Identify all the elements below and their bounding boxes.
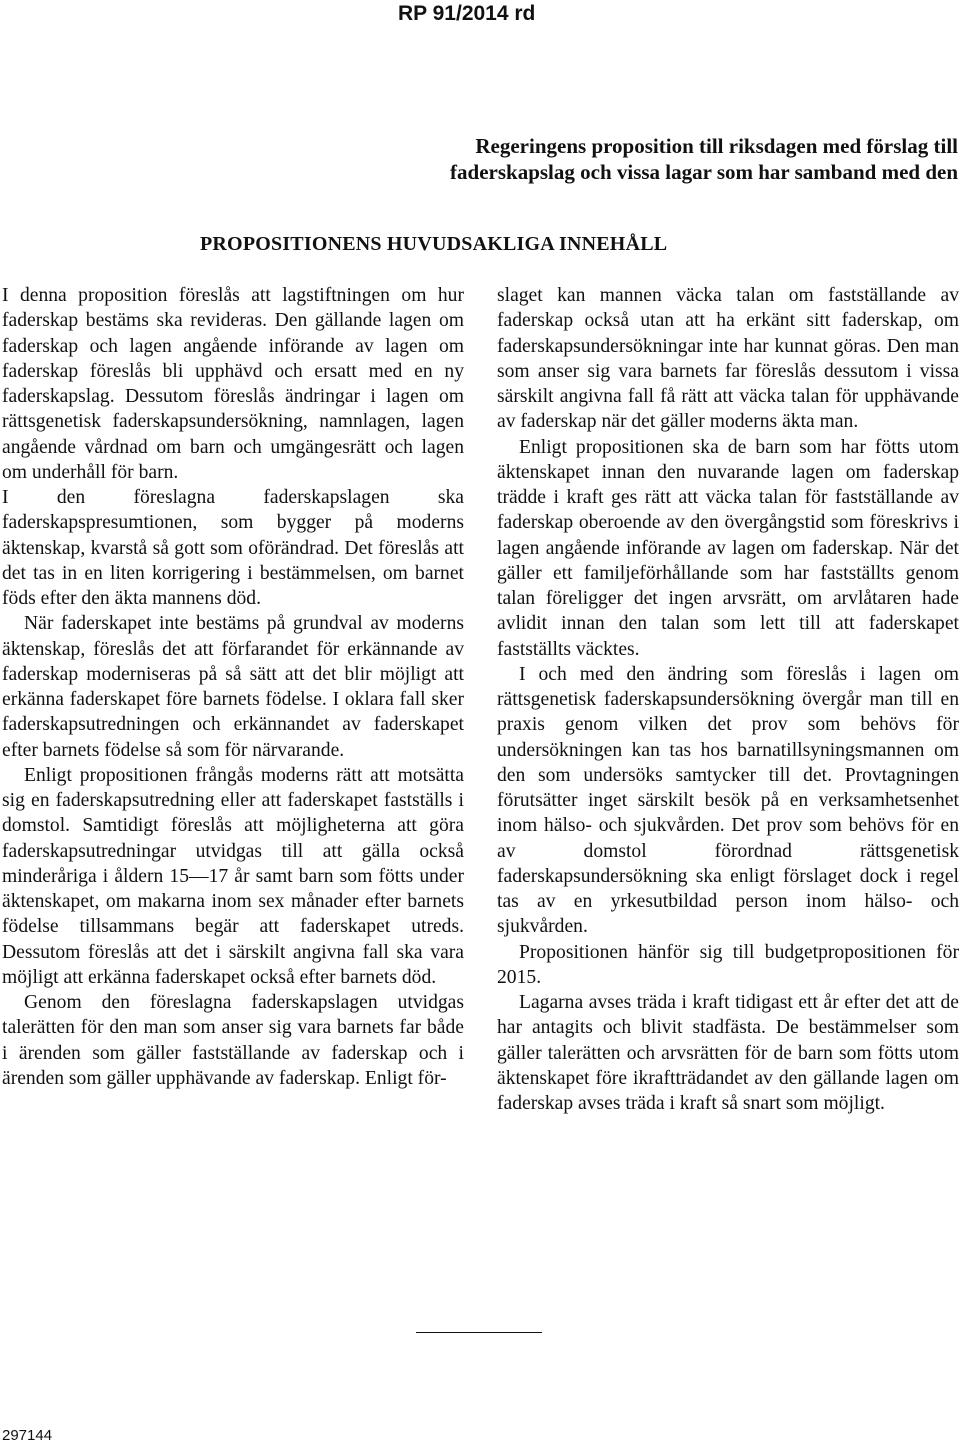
right-column — [497, 283, 959, 1116]
left-column — [2, 283, 464, 1091]
document-reference: RP 91/2014 rd — [398, 2, 536, 25]
paragraph: Lagarna avses träda i kraft tidigast ett år efter det att de har antagits och blivit stadfästa. De bestämmelser som gäller talerätten och arvsrätten för de barn som fötts utom äktenskapet före ikraftträdandet av den gällande lagen om faderskap avses träda i kraft så snart som möjligt. — [497, 992, 959, 1114]
paragraph: Enligt propositionen frångås moderns rätt att motsätta sig en faderskapsutredning eller att faderskapet fastställs i domstol. Samtidigt föreslås att möjligheterna att göra faderskapsutredningar utvidgas till att gälla också minderåriga i åldern 15—17 år samt barn som fötts under äktenskapet, om makarna inom sex månader efter barnets födelse tillsammans begär att faderskapet utreds. Dessutom föreslås att det i särskilt angivna fall ska vara möjligt att erkänna faderskapet också efter barnets död. — [2, 764, 464, 988]
paragraph: Genom den föreslagna faderskapslagen utvidgas talerätten för den man som anser sig vara barnets far både i ärenden som gäller fastställande av faderskap och i ärenden som gäller upphävande av faderskap. Enligt för- — [2, 992, 464, 1089]
paragraph: Enligt propositionen ska de barn som har fötts utom äktenskapet innan den nuvarande lagen om faderskap trädde i kraft ges rätt att väcka talan för fastställande av faderskap oberoende av den övergångstid som föreskrivs i lagen angående införande av lagen om faderskap. När det gäller ett familjeförhållande som har fastställts genom talan föreligger det ingen arvsrätt, om arvlåtaren hade avlidit innan den talan som lett till att faderskapet fastställts väcktes. — [497, 436, 959, 660]
paragraph: I denna proposition föreslås att lagstiftningen om hur faderskap bestäms ska revideras. Den gällande lagen om faderskap och lagen angående införande av lagen om faderskap föreslås bli upphävd och ersatt med en ny faderskapslag. Dessutom föreslås ändringar i lagen om rättsgenetisk faderskapsundersökning, namnlagen, lagen angående vårdnad om barn och umgängesrätt och lagen om underhåll för barn. — [2, 285, 464, 483]
paragraph: slaget kan mannen väcka talan om fastställande av faderskap också utan att ha erkänt sitt faderskap, om faderskapsundersökningar inte har kunnat göras. Den man som anser sig vara barnets far föreslås dessutom i vissa särskilt angivna fall få rätt att väcka talan för upphävande av faderskap när det gäller moderns äkta man. — [497, 285, 959, 433]
title-line-1: Regeringens proposition till riksdagen med förslag till — [475, 134, 958, 158]
paragraph: I den föreslagna faderskapslagen ska faderskapspresumtionen, som bygger på moderns äktenskap, kvarstå så gott som oförändrad. Det föreslås att det tas in en liten korrigering i bestämmelsen, om barnet föds efter den äkta mannens död. — [2, 487, 464, 609]
title-line-2: faderskapslag och vissa lagar som har samband med den — [450, 160, 958, 184]
document-title — [330, 133, 958, 185]
section-heading: PROPOSITIONENS HUVUDSAKLIGA INNEHÅLL — [200, 233, 668, 255]
paragraph: I och med den ändring som föreslås i lagen om rättsgenetisk faderskapsundersökning övergår man till en praxis genom vilken det prov som behövs för undersökningen kan tas hos barnatillsyningsmannen om den som undersöks samtycker till det. Provtagningen förutsätter inget särskilt besök på en verksamhetsenhet inom hälso- och sjukvården. Det prov som behövs för en av domstol förordnad rättsgenetisk faderskapsundersökning ska enligt förslaget dock i regel tas av en yrkesutbildad person inom hälso- och sjukvården. — [497, 663, 959, 938]
end-divider — [416, 1332, 542, 1333]
paragraph: När faderskapet inte bestäms på grundval av moderns äktenskap, föreslås det att förfarandet för erkännande av faderskap moderniseras på så sätt att det blir möjligt att erkänna faderskapet före barnets födelse. I oklara fall sker faderskapsutredningen och erkännandet av faderskapet efter barnets födelse så som för närvarande. — [2, 613, 464, 761]
paragraph: Propositionen hänför sig till budgetpropositionen för 2015. — [497, 941, 959, 988]
page-number: 297144 — [2, 1427, 53, 1444]
